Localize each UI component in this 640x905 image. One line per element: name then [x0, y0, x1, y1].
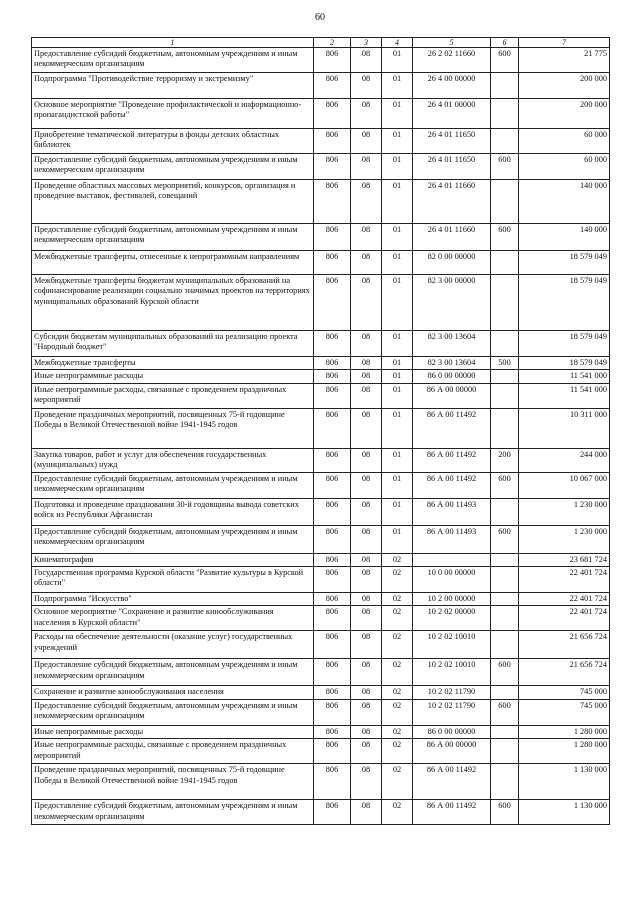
- table-row: [32, 48, 610, 73]
- row-col-4: 01: [382, 224, 413, 251]
- row-col-5: 26 4 01 11650: [413, 129, 491, 154]
- row-amount: 22 401 724: [519, 593, 610, 606]
- row-col-3: 08: [351, 498, 382, 525]
- row-col-5: 26 4 01 11660: [413, 224, 491, 251]
- row-col-2: 806: [314, 251, 351, 275]
- table-header-row: [32, 38, 610, 48]
- column-header-7: 7: [519, 38, 610, 48]
- row-name: Предоставление субсидий бюджетным, автономным учреждениям и иным некоммерческим организациям: [32, 525, 314, 553]
- table-row: [32, 408, 610, 448]
- row-col-4: 01: [382, 154, 413, 180]
- row-col-5: 26 4 01 11650: [413, 154, 491, 180]
- row-col-2: 806: [314, 73, 351, 99]
- row-col-3: 08: [351, 180, 382, 224]
- row-col-4: 01: [382, 275, 413, 331]
- row-col-2: 806: [314, 383, 351, 408]
- table-row: [32, 686, 610, 699]
- row-name: Иные непрограммные расходы: [32, 370, 314, 383]
- row-col-5: 10 2 02 10010: [413, 659, 491, 686]
- row-amount: 1 130 000: [519, 800, 610, 825]
- row-col-4: 02: [382, 686, 413, 699]
- row-col-5: 86 А 00 11492: [413, 764, 491, 800]
- row-name: Проведение праздничных мероприятий, посвященных 75-й годовщине Победы в Великой Отечественной войне 1941-1945 годов: [32, 408, 314, 448]
- row-col-5: 86 А 00 11493: [413, 498, 491, 525]
- row-col-4: 01: [382, 73, 413, 99]
- table-row: [32, 357, 610, 370]
- row-col-4: 02: [382, 725, 413, 738]
- row-col-6: [491, 739, 519, 764]
- row-col-5: 86 0 00 00000: [413, 725, 491, 738]
- row-amount: 1 280 000: [519, 739, 610, 764]
- table-row: [32, 154, 610, 180]
- row-col-4: 01: [382, 525, 413, 553]
- table-row: [32, 331, 610, 357]
- row-name: Кинематография: [32, 553, 314, 566]
- row-amount: 21 656 724: [519, 631, 610, 659]
- row-name: Предоставление субсидий бюджетным, автономным учреждениям и иным некоммерческим организациям: [32, 154, 314, 180]
- row-col-3: 08: [351, 224, 382, 251]
- table-row: [32, 99, 610, 129]
- table-row: [32, 251, 610, 275]
- row-amount: 244 000: [519, 448, 610, 472]
- table-row: [32, 659, 610, 686]
- row-name: Проведение областных массовых мероприятий, конкурсов, организация и проведение выставок, фестивалей, совещаний: [32, 180, 314, 224]
- row-col-5: 26 4 00 00000: [413, 73, 491, 99]
- row-col-6: 600: [491, 472, 519, 498]
- row-amount: 22 401 724: [519, 606, 610, 631]
- row-col-5: 86 А 00 11492: [413, 448, 491, 472]
- row-col-4: 02: [382, 606, 413, 631]
- row-col-4: 02: [382, 699, 413, 725]
- row-col-2: 806: [314, 739, 351, 764]
- row-col-2: 806: [314, 725, 351, 738]
- table-row: [32, 800, 610, 825]
- row-name: Предоставление субсидий бюджетным, автономным учреждениям и иным некоммерческим организациям: [32, 699, 314, 725]
- row-name: Предоставление субсидий бюджетным, автономным учреждениям и иным некоммерческим организациям: [32, 472, 314, 498]
- row-amount: 18 579 049: [519, 275, 610, 331]
- row-name: Межбюджетные трансферты: [32, 357, 314, 370]
- row-col-5: 82 3 00 00000: [413, 275, 491, 331]
- row-amount: 22 401 724: [519, 567, 610, 593]
- row-col-5: 86 А 00 11492: [413, 408, 491, 448]
- row-col-6: [491, 383, 519, 408]
- row-col-3: 08: [351, 764, 382, 800]
- row-col-3: 08: [351, 659, 382, 686]
- row-name: Подпрограмма "Противодействие терроризму и экстремизму": [32, 73, 314, 99]
- row-col-4: 02: [382, 631, 413, 659]
- table-row: [32, 606, 610, 631]
- column-header-4: 4: [382, 38, 413, 48]
- table-row: [32, 764, 610, 800]
- column-header-6: 6: [491, 38, 519, 48]
- row-col-3: 08: [351, 251, 382, 275]
- row-col-3: 08: [351, 383, 382, 408]
- row-col-5: 82 3 00 13604: [413, 357, 491, 370]
- row-col-4: 01: [382, 383, 413, 408]
- row-amount: 11 541 000: [519, 370, 610, 383]
- row-name: Основное мероприятие "Проведение профилактической и информационно-пропагандистской работы": [32, 99, 314, 129]
- table-row: [32, 699, 610, 725]
- row-amount: 1 230 000: [519, 498, 610, 525]
- row-name: Государственная программа Курской области "Развитие культуры в Курской области": [32, 567, 314, 593]
- row-amount: 23 681 724: [519, 553, 610, 566]
- row-name: Межбюджетные трансферты, отнесенные к непрограммным направлениям: [32, 251, 314, 275]
- row-col-6: [491, 631, 519, 659]
- table-row: [32, 275, 610, 331]
- row-col-6: [491, 129, 519, 154]
- row-col-4: 02: [382, 593, 413, 606]
- row-col-2: 806: [314, 553, 351, 566]
- row-amount: 1 130 000: [519, 764, 610, 800]
- row-name: Иные непрограммные расходы, связанные с проведением праздничных мероприятий: [32, 383, 314, 408]
- row-col-6: [491, 180, 519, 224]
- row-col-6: 500: [491, 357, 519, 370]
- row-col-2: 806: [314, 331, 351, 357]
- row-col-6: [491, 686, 519, 699]
- row-col-5: 10 2 02 11790: [413, 686, 491, 699]
- row-amount: 745 000: [519, 686, 610, 699]
- row-col-6: [491, 553, 519, 566]
- row-col-4: 01: [382, 180, 413, 224]
- row-col-6: 600: [491, 659, 519, 686]
- row-col-2: 806: [314, 686, 351, 699]
- row-col-4: 01: [382, 251, 413, 275]
- row-name: Сохранение и развитие кинообслуживания населения: [32, 686, 314, 699]
- table-row: [32, 129, 610, 154]
- row-col-4: 01: [382, 472, 413, 498]
- row-col-3: 08: [351, 154, 382, 180]
- row-col-5: 86 А 00 00000: [413, 383, 491, 408]
- row-col-3: 08: [351, 73, 382, 99]
- row-col-2: 806: [314, 764, 351, 800]
- row-col-5: 86 А 00 00000: [413, 739, 491, 764]
- row-col-3: 08: [351, 472, 382, 498]
- table-row: [32, 725, 610, 738]
- row-col-6: [491, 73, 519, 99]
- row-col-3: 08: [351, 593, 382, 606]
- row-col-6: [491, 331, 519, 357]
- row-col-3: 08: [351, 525, 382, 553]
- row-col-5: [413, 553, 491, 566]
- row-col-4: 01: [382, 99, 413, 129]
- row-col-4: 01: [382, 408, 413, 448]
- row-col-3: 08: [351, 800, 382, 825]
- row-col-3: 08: [351, 567, 382, 593]
- row-name: Проведение праздничных мероприятий, посвященных 75-й годовщине Победы в Великой Отечественной войне 1941-1945 годов: [32, 764, 314, 800]
- row-col-5: 10 2 02 00000: [413, 606, 491, 631]
- row-col-3: 08: [351, 725, 382, 738]
- row-col-3: 08: [351, 275, 382, 331]
- row-col-2: 806: [314, 275, 351, 331]
- row-col-3: 08: [351, 370, 382, 383]
- row-col-4: 02: [382, 553, 413, 566]
- row-col-4: 02: [382, 567, 413, 593]
- row-col-4: 02: [382, 659, 413, 686]
- table-row: [32, 370, 610, 383]
- row-name: Межбюджетные трансферты бюджетам муниципальных образований на софинансирование реализации социально значимых проектов на территориях муниципальных образований Курской области: [32, 275, 314, 331]
- row-col-3: 08: [351, 331, 382, 357]
- row-name: Расходы на обеспечение деятельности (оказание услуг) государственных учреждений: [32, 631, 314, 659]
- row-amount: 18 579 049: [519, 357, 610, 370]
- row-col-2: 806: [314, 567, 351, 593]
- row-col-6: 600: [491, 224, 519, 251]
- row-col-2: 806: [314, 448, 351, 472]
- row-col-2: 806: [314, 498, 351, 525]
- row-col-3: 08: [351, 686, 382, 699]
- row-col-6: [491, 408, 519, 448]
- row-col-3: 08: [351, 129, 382, 154]
- row-col-5: 82 0 00 00000: [413, 251, 491, 275]
- row-col-4: 01: [382, 370, 413, 383]
- table-row: [32, 567, 610, 593]
- row-col-5: 10 2 02 11790: [413, 699, 491, 725]
- row-amount: 10 311 000: [519, 408, 610, 448]
- row-col-6: [491, 567, 519, 593]
- row-name: Предоставление субсидий бюджетным, автономным учреждениям и иным некоммерческим организациям: [32, 48, 314, 73]
- row-col-2: 806: [314, 525, 351, 553]
- row-col-3: 08: [351, 699, 382, 725]
- row-col-6: [491, 498, 519, 525]
- row-col-6: [491, 725, 519, 738]
- row-col-3: 08: [351, 448, 382, 472]
- row-col-6: 200: [491, 448, 519, 472]
- row-col-5: 86 А 00 11492: [413, 472, 491, 498]
- row-col-3: 08: [351, 631, 382, 659]
- row-name: Предоставление субсидий бюджетным, автономным учреждениям и иным некоммерческим организациям: [32, 224, 314, 251]
- row-col-6: [491, 370, 519, 383]
- row-col-4: 01: [382, 331, 413, 357]
- row-name: Закупка товаров, работ и услуг для обеспечения государственных (муниципальных) нужд: [32, 448, 314, 472]
- row-amount: 18 579 049: [519, 251, 610, 275]
- row-col-6: [491, 99, 519, 129]
- row-amount: 1 230 000: [519, 525, 610, 553]
- row-col-6: [491, 275, 519, 331]
- row-name: Предоставление субсидий бюджетным, автономным учреждениям и иным некоммерческим организациям: [32, 800, 314, 825]
- row-col-2: 806: [314, 357, 351, 370]
- row-col-2: 806: [314, 659, 351, 686]
- budget-table: [31, 37, 610, 825]
- row-col-4: 01: [382, 498, 413, 525]
- row-col-6: 600: [491, 154, 519, 180]
- row-col-3: 08: [351, 553, 382, 566]
- table-row: [32, 448, 610, 472]
- table-row: [32, 739, 610, 764]
- row-col-3: 08: [351, 739, 382, 764]
- row-name: Подпрограмма "Искусство": [32, 593, 314, 606]
- row-col-3: 08: [351, 408, 382, 448]
- row-col-2: 806: [314, 472, 351, 498]
- row-col-4: 01: [382, 357, 413, 370]
- row-col-5: 26 2 02 11660: [413, 48, 491, 73]
- row-name: Основное мероприятие "Сохранение и развитие кинообслуживания населения в Курской области": [32, 606, 314, 631]
- row-amount: 60 000: [519, 154, 610, 180]
- row-col-2: 806: [314, 408, 351, 448]
- row-name: Иные непрограммные расходы: [32, 725, 314, 738]
- column-header-2: 2: [314, 38, 351, 48]
- row-col-3: 08: [351, 99, 382, 129]
- row-col-4: 01: [382, 448, 413, 472]
- row-col-4: 02: [382, 739, 413, 764]
- row-col-5: 26 4 01 11660: [413, 180, 491, 224]
- row-col-6: 600: [491, 48, 519, 73]
- row-name: Предоставление субсидий бюджетным, автономным учреждениям и иным некоммерческим организациям: [32, 659, 314, 686]
- row-col-4: 01: [382, 129, 413, 154]
- row-amount: 11 541 000: [519, 383, 610, 408]
- row-col-6: [491, 251, 519, 275]
- row-col-2: 806: [314, 593, 351, 606]
- row-col-2: 806: [314, 224, 351, 251]
- table-row: [32, 553, 610, 566]
- row-col-4: 02: [382, 800, 413, 825]
- row-amount: 200 000: [519, 73, 610, 99]
- row-amount: 18 579 049: [519, 331, 610, 357]
- column-header-3: 3: [351, 38, 382, 48]
- table-row: [32, 472, 610, 498]
- row-name: Субсидии бюджетам муниципальных образований на реализацию проекта "Народный бюджет": [32, 331, 314, 357]
- row-col-5: 26 4 01 00000: [413, 99, 491, 129]
- row-amount: 1 280 000: [519, 725, 610, 738]
- row-amount: 200 000: [519, 99, 610, 129]
- row-col-6: 600: [491, 800, 519, 825]
- row-amount: 140 000: [519, 180, 610, 224]
- table-row: [32, 73, 610, 99]
- row-col-5: 86 0 00 00000: [413, 370, 491, 383]
- row-col-6: 600: [491, 525, 519, 553]
- row-col-2: 806: [314, 154, 351, 180]
- row-col-3: 08: [351, 606, 382, 631]
- row-col-5: 86 А 00 11493: [413, 525, 491, 553]
- table-row: [32, 631, 610, 659]
- row-col-4: 02: [382, 764, 413, 800]
- table-row: [32, 224, 610, 251]
- row-col-5: 10 2 02 10010: [413, 631, 491, 659]
- row-col-3: 08: [351, 357, 382, 370]
- row-col-3: 08: [351, 48, 382, 73]
- row-amount: 745 000: [519, 699, 610, 725]
- row-amount: 140 000: [519, 224, 610, 251]
- table-row: [32, 593, 610, 606]
- row-name: Иные непрограммные расходы, связанные с проведением праздничных мероприятий: [32, 739, 314, 764]
- row-col-2: 806: [314, 99, 351, 129]
- table-row: [32, 525, 610, 553]
- row-amount: 21 775: [519, 48, 610, 73]
- table-row: [32, 383, 610, 408]
- row-col-5: 86 А 00 11492: [413, 800, 491, 825]
- table-row: [32, 180, 610, 224]
- row-col-2: 806: [314, 606, 351, 631]
- row-amount: 60 000: [519, 129, 610, 154]
- row-col-2: 806: [314, 800, 351, 825]
- row-col-5: 82 3 00 13604: [413, 331, 491, 357]
- row-col-6: 600: [491, 699, 519, 725]
- row-col-2: 806: [314, 370, 351, 383]
- row-col-2: 806: [314, 631, 351, 659]
- row-col-2: 806: [314, 129, 351, 154]
- row-col-2: 806: [314, 180, 351, 224]
- row-col-6: [491, 606, 519, 631]
- page-number: 60: [315, 12, 325, 23]
- table-row: [32, 498, 610, 525]
- row-col-5: 10 0 00 00000: [413, 567, 491, 593]
- row-name: Подготовка и проведение празднования 30-й годовщины вывода советских войск из Республики Афганистан: [32, 498, 314, 525]
- row-name: Приобретение тематической литературы в фонды детских областных библиотек: [32, 129, 314, 154]
- row-col-2: 806: [314, 48, 351, 73]
- row-amount: 21 656 724: [519, 659, 610, 686]
- row-col-6: [491, 593, 519, 606]
- row-col-5: 10 2 00 00000: [413, 593, 491, 606]
- column-header-5: 5: [413, 38, 491, 48]
- row-col-6: [491, 764, 519, 800]
- row-amount: 10 067 000: [519, 472, 610, 498]
- row-col-2: 806: [314, 699, 351, 725]
- column-header-1: 1: [32, 38, 314, 48]
- row-col-4: 01: [382, 48, 413, 73]
